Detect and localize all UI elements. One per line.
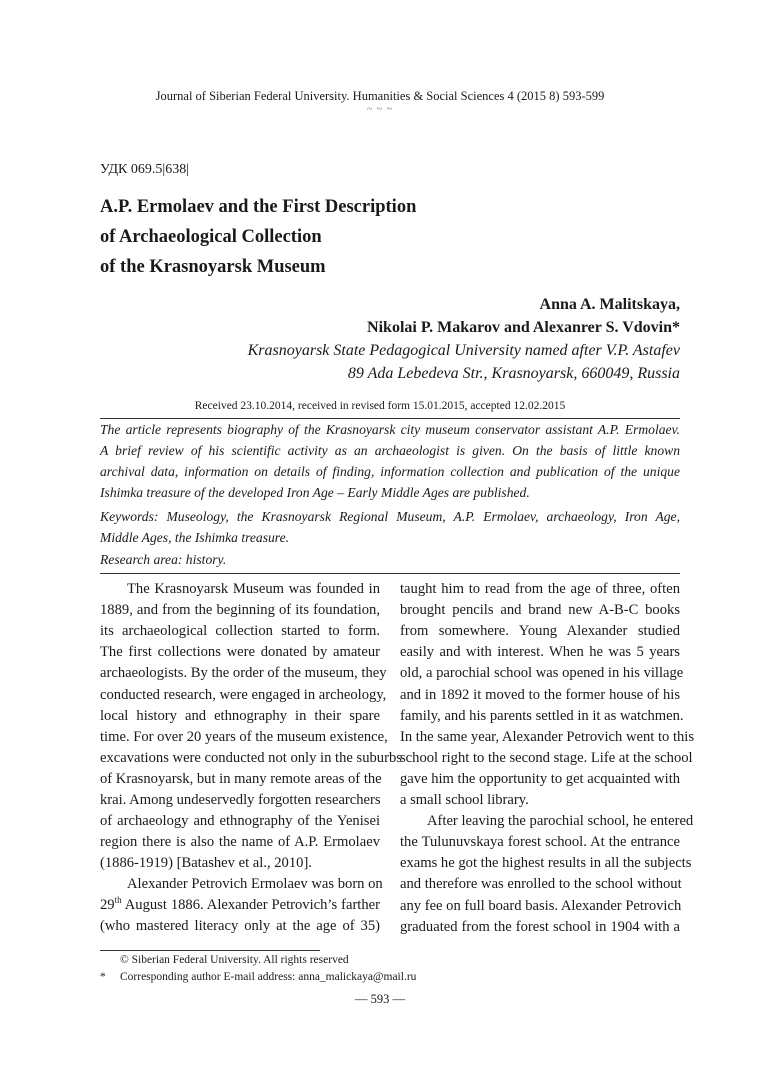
body-line: exams he got the highest results in all the subjects (400, 855, 692, 872)
body-line: and therefore was enrolled to the school without (400, 876, 682, 893)
author-line: Nikolai P. Makarov and Alexanrer S. Vdovin* (367, 319, 680, 336)
abstract-line: A brief review of his scientific activity as an archaeologist is given. On the basis of little known (100, 443, 680, 458)
page-number: — 593 — (355, 992, 405, 1006)
udk-code: УДК 069.5|638| (100, 162, 189, 177)
body-line: local history and ethnography in their spare (100, 707, 380, 724)
copyright-note: © Siberian Federal University. All rights reserved (120, 954, 349, 966)
address: 89 Ada Lebedeva Str., Krasnoyarsk, 660049, Russia (347, 365, 680, 382)
divider (100, 418, 680, 419)
body-line: (who mastered literacy only at the age of 35) (100, 918, 380, 934)
body-line: any fee on full board basis. Alexander Petrovich (400, 897, 682, 914)
body-line: brought pencils and brand new A-B-C books (400, 602, 680, 619)
body-line: from somewhere. Young Alexander studied (400, 623, 680, 640)
body-line: family, and his parents settled in it as watchmen. (400, 707, 684, 724)
research-area: Research area: history. (100, 552, 227, 567)
article-title-line: of the Krasnoyarsk Museum (100, 257, 326, 277)
body-line: a small school library. (400, 792, 529, 808)
body-line: of Krasnoyarsk, but in many remote areas of the (100, 770, 382, 787)
body-line: krai. Among undeservedly forgotten researchers (100, 792, 381, 808)
ordinal-suffix: th (114, 895, 122, 906)
body-line: Alexander Petrovich Ermolaev was born on (127, 876, 383, 893)
body-line: of archaeology and ethnography of the Yenisei (100, 813, 380, 830)
body-line: gave him the opportunity to get acquainted with (400, 770, 681, 787)
footnote-star: * (100, 971, 106, 983)
article-title-line: A.P. Ermolaev and the First Description (100, 197, 417, 217)
body-line: After leaving the parochial school, he entered (427, 813, 694, 830)
divider (100, 573, 680, 574)
affiliation: Krasnoyarsk State Pedagogical University named after V.P. Astafev (247, 342, 680, 359)
footnote-divider (100, 950, 320, 951)
body-line: archaeologists. By the order of the museum, they (100, 665, 387, 682)
body-line: school right to the second stage. Life at the school (400, 749, 693, 766)
body-line: 1889, and from the beginning of its foundation, (100, 602, 380, 619)
body-line: region there is also the name of A.P. Ermolaev (100, 834, 380, 851)
journal-header: Journal of Siberian Federal University. Humanities & Social Sciences 4 (2015 8) 593-599 (155, 89, 605, 103)
body-line: time. For over 20 years of the museum existence, (100, 728, 388, 745)
author-line: Anna A. Malitskaya, (539, 296, 680, 313)
body-line: easily and with interest. When he was 5 years (400, 644, 680, 661)
body-line: and in 1892 it moved to the former house of his (400, 686, 680, 703)
abstract-line: archival data, information on details of finding, information collection and publication of the unique (100, 464, 680, 479)
received-dates: Received 23.10.2014, received in revised form 15.01.2015, accepted 12.02.2015 (194, 400, 566, 412)
article-title-line: of Archaeological Collection (100, 227, 322, 247)
body-line: the Tulunuvskaya forest school. At the entrance (400, 834, 680, 851)
body-line: conducted research, were engaged in archeology, (100, 686, 387, 703)
body-line: The first collections were donated by amateur (100, 644, 380, 661)
abstract-line: Ishimka treasure of the developed Iron Age – Early Middle Ages are published. (100, 485, 530, 500)
body-line: The Krasnoyarsk Museum was founded in (127, 581, 380, 597)
body-line: taught him to read from the age of three, often (400, 581, 680, 597)
body-line: excavations were conducted not only in the suburbs (100, 749, 402, 766)
body-line: graduated from the forest school in 1904 with a (400, 918, 680, 935)
body-line: (1886-1919) [Batashev et al., 2010]. (100, 855, 312, 872)
abstract-line: The article represents biography of the Krasnoyarsk city museum conservator assistant A.P. Ermolaev. (100, 422, 680, 437)
body-line (100, 896, 380, 914)
header-ornament: ~ ~ ~ (366, 104, 394, 115)
corresponding-author-note: Corresponding author E-mail address: anna_malickaya@mail.ru (120, 971, 417, 983)
body-line: old, a parochial school was opened in his village (400, 665, 684, 682)
keywords-line: Keywords: Museology, the Krasnoyarsk Regional Museum, A.P. Ermolaev, archaeology, Iron Age, (100, 509, 680, 524)
body-line: its archaeological collection started to form. (100, 623, 380, 640)
body-text: August 1886. Alexander Petrovich’s farther (121, 897, 380, 913)
body-line: In the same year, Alexander Petrovich went to this (400, 728, 695, 745)
day-text: 29 (100, 897, 115, 913)
keywords-line: Middle Ages, the Ishimka treasure. (100, 530, 290, 545)
